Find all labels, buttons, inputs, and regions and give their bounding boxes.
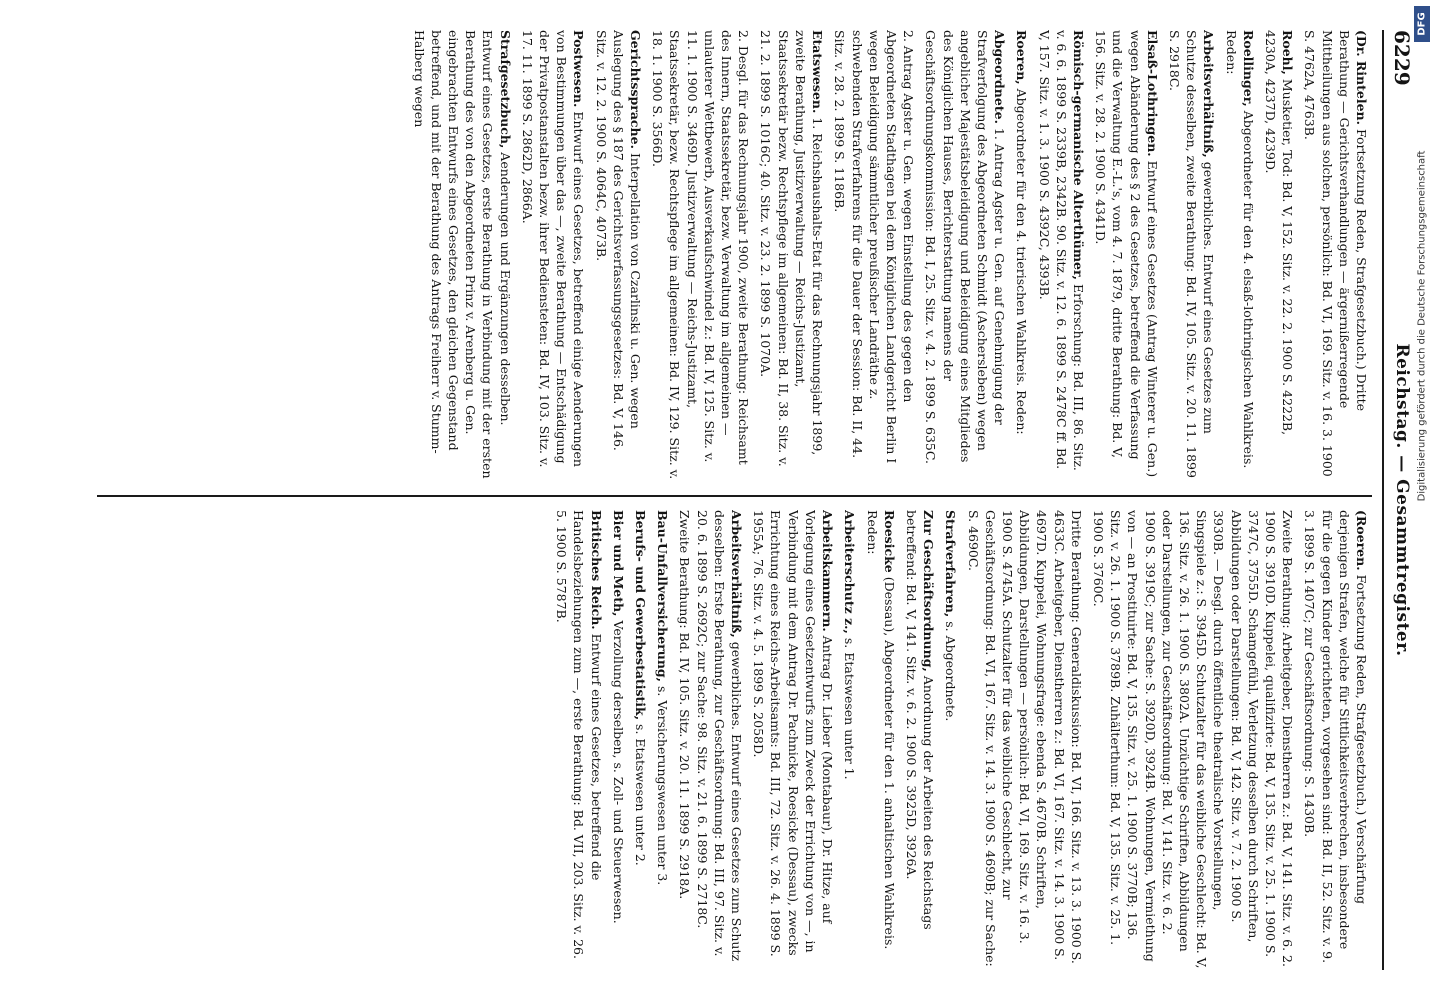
register-entry bbox=[942, 510, 959, 970]
register-entry bbox=[1092, 30, 1161, 480]
entry-heading: Elsaß-Lothringen. bbox=[1144, 30, 1160, 157]
entry-text: s. Abgeordnete. bbox=[943, 621, 959, 722]
entry-text: Interpellation von Czarlinski u. Gen. wegen Auslegung des § 187 des Gerichtsverfassungsgesetzes: Bd. V, 146. Sitz. v. 12. 2. 1900 S. 4064C, 4073B. bbox=[593, 30, 644, 451]
entry-text: Verzollung derselben, s. Zoll- und Steuerwesen. bbox=[610, 620, 626, 924]
entry-text: Entwurf eines Gesetzes, betreffend einige Aenderungen von Bestimmungen über das —, zweite Berathung — Entschädigung der Privatpostanstalten bezw. ihrer Bediensteten: Bd. IV, 103. Sitz. v. 17. 11. 1899 S. 2862D, 2866A. bbox=[519, 30, 587, 468]
entry-text: Fortsetzung Reden, Strafgesetzbuch.) Verschärfung derjenigen Strafen, welche für Sittlichkeitsverbrechen, insbesondere für die gegen Kinder gerichteten, vorgesehen sind: Bd. II, 52. Sitz. v. 9. 3. 1899 S. 1407C; zur Geschäftsordnung: S. 1430B. bbox=[1302, 510, 1369, 964]
register-entry bbox=[1301, 510, 1370, 970]
dfg-side-banner bbox=[1414, 6, 1430, 996]
entry-heading: Zur Geschäftsordnung, bbox=[921, 510, 937, 672]
entry-heading: Roesicke bbox=[881, 510, 897, 573]
register-entry bbox=[1262, 30, 1296, 480]
left-column bbox=[100, 30, 1370, 480]
entry-text: 1. Reichshaushalts-Etat für das Rechnungsjahr 1899, zweite Berathung, Justizverwaltung — Reichs-Justizamt, Staatssekretär bezw. Rechtspflege im allgemeinen: Bd. II, 38. Sitz. v. 21. 2. 1899 S. 1016C; 40. Sitz. v. 23. 2. 1899 S. 1070A. bbox=[758, 30, 826, 467]
entry-heading: Roeren, bbox=[1014, 30, 1030, 85]
digitization-note: Digitalisierung gefördert durch die Deutsche Forschungsgemeinschaft bbox=[1416, 150, 1428, 502]
entry-heading: Strafgesetzbuch, bbox=[497, 30, 513, 149]
entry-heading: Britisches Reich. bbox=[588, 510, 604, 630]
entry-text: Fortsetzung Reden, Strafgesetzbuch.) Dritte Berathung — Gerichtsverhandlungen — ärgernißerregende Mittheilungen aus solchen, persönlich: Bd. VI, 169. Sitz. v. 16. 3. 1900 S. 4762A, 4763B. bbox=[1302, 30, 1369, 477]
entry-heading: Gerichtssprache. bbox=[628, 30, 644, 149]
register-entry bbox=[632, 510, 649, 970]
entry-heading: Arbeitsverhältniß, bbox=[729, 510, 745, 638]
register-entry bbox=[1166, 30, 1218, 480]
register-entry bbox=[757, 30, 826, 480]
register-entry bbox=[553, 510, 605, 970]
entry-heading: Postwesen. bbox=[571, 30, 587, 108]
entry-text: Anordnung der Arbeiten des Reichstags betreffend: Bd. V, 141. Sitz. v. 6. 2. 1900 S. 3925D, 3926A. bbox=[903, 510, 937, 930]
register-entry bbox=[610, 510, 627, 970]
entry-heading: Berufs- und Gewerbestatistik, bbox=[633, 510, 649, 721]
entry-text: Erforschung: Bd. III, 86. Sitz. v. 6. 6. 1899 S. 2339B, 2342B. 90. Sitz. v. 12. 6. 1899 S. 2478C ff. Bd. V, 157. Sitz. v. 1. 3. 1900 S. 4392C, 4393B. bbox=[1036, 30, 1086, 471]
entry-text: Entwurf eines Gesetzes (Antrag Winterer u. Gen.) wegen Abänderung des § 2 des Gesetzes, betreffend die Verfassung und die Verwaltung E.-L.'s, vom 4. 7. 1879, dritte Berathung: Bd. V, 156. Sitz. v. 28. 2. 1900 S. 4341D. bbox=[1093, 30, 1160, 478]
entry-text: Abgeordneter für den 4. elsaß-lothringischen Wahlkreis. Reden: bbox=[1223, 30, 1256, 469]
entry-heading: Bau-Unfallversicherung, bbox=[655, 510, 671, 682]
register-entry bbox=[1013, 30, 1030, 480]
right-column bbox=[100, 510, 1370, 970]
entry-heading: Arbeitsverhältniß, bbox=[1201, 30, 1217, 158]
entry-text: Dritte Berathung: Generaldiskussion: Bd. VI, 166. Sitz. v. 13. 3. 1900 S. 4633C. Arbeitgeber, Dienstherren z.: Bd. VI, 167. Sitz. v. 14. 3. 1900 S. 4697D. Kuppelei, Wohnungsfrage: ebenda S. 4670B. Schriften, Abbildungen, Darstellungen — persönlich: Bd. VI, 169. Sitz. v. 16. 3. 1900 S. 4745A. Schutzalter für das weibliche Geschlecht, zur Geschäftsordnung: Bd. VI, 167. Sitz. v. 14. 3. 1900 S. 4690B; zur Sache: S. 4690C. bbox=[965, 510, 1084, 967]
register-entry bbox=[1301, 30, 1370, 480]
entry-heading: Abgeordnete. bbox=[992, 30, 1008, 124]
entry-heading: Arbeitskammern. bbox=[820, 510, 836, 632]
entry-text: (Dessau), Abgeordneter für den 1. anhaltischen Wahlkreis. Reden: bbox=[864, 510, 897, 950]
entry-heading: Roellinger, bbox=[1240, 30, 1256, 107]
entry-text: gewerbliches. Entwurf eines Gesetzes zum Schutz desselben: Erste Berathung, zur Geschäftsordnung: Bd. III, 97. Sitz. v. 20. 6. 1899 S. 2692C; zur Sache: 98. Sitz. v. 21. 6. 1899 S. 2718C. Zweite Berathung: Bd. IV, 105. Sitz. v. 20. 11. 1899 S. 2918A. bbox=[677, 510, 745, 962]
entry-text: Entwurf eines Gesetzes, betreffend die Handelsbeziehungen zum —, erste Berathung: Bd. VII, 203. Sitz. v. 26. 5. 1900 S. 5787B. bbox=[554, 510, 604, 959]
entry-text: Aenderungen und Ergänzungen desselben. Entwurf eines Gesetzes, erste Berathung in Verbindung mit der ersten Berathung des von den Abgeordneten Prinz v. Arenberg u. Gen. eingebrachten Entwurfs eines Gesetzes, den gleichen Gegenstand betreffend, und mit der Berathung des Antrags Freiherr v. Stumm-Halberg wegen bbox=[411, 30, 513, 479]
register-entry bbox=[831, 30, 917, 480]
entry-heading: (Dr. Rintelen. bbox=[1354, 30, 1369, 125]
register-entry bbox=[649, 30, 752, 480]
entry-text: s. Versicherungswesen unter 3. bbox=[655, 685, 671, 886]
register-entry bbox=[676, 510, 745, 970]
register-entry bbox=[654, 510, 671, 970]
register-entry bbox=[863, 510, 897, 970]
dfg-logo-icon: DFG bbox=[1414, 6, 1430, 42]
entry-text: 2. Desgl. für das Rechnungsjahr 1900, zweite Berathung: Reichsamt des Innern, Staatssekretär, bezw. Verwaltung im allgemeinen — unlauterer Wettbewerb, Ausverkaufschwindel z.: Bd. IV, 125. Sitz. v. 11. 1. 1900 S. 3469D. Justizverwaltung — Reichs-Justizamt, Staatssekretär, bezw. Rechtspflege im allgemeinen: Bd. IV, 129. Sitz. v. 18. 1. 1900 S. 3566D. bbox=[650, 30, 752, 480]
register-entry bbox=[841, 510, 858, 970]
entry-text: Musketier, Tod: Bd. V, 152. Sitz. v. 22. 2. 1900 S. 4222B, 4230A, 4237D, 4239D. bbox=[1262, 30, 1296, 436]
entry-text: 2. Antrag Agster u. Gen. wegen Einstellung des gegen den Abgeordneten Stadthagen bei dem Königlichen Landgericht Berlin I wegen Beleidigung sämmtlicher preußischer Landräthe z. schwebenden Strafverfahrens für die Dauer der Session: Bd. II, 44. Sitz. v. 28. 2. 1899 S. 1186B. bbox=[832, 30, 917, 464]
entry-heading: Strafverfahren, bbox=[943, 510, 959, 618]
register-entry bbox=[964, 510, 1084, 970]
register-page bbox=[80, 0, 1430, 1000]
register-entry bbox=[1090, 510, 1296, 970]
column-divider bbox=[97, 495, 1372, 497]
entry-heading: (Roeren. bbox=[1354, 510, 1369, 571]
entry-text: Abgeordneter für den 4. trierischen Wahlkreis. Reden: bbox=[1014, 88, 1030, 435]
entry-text: 1. Antrag Agster u. Gen. auf Genehmigung der Strafverfolgung des Abgeordneten Schmidt (Aschersleben) wegen angeblicher Majestätsbeleidigung und Beleidigung eines Mitgliedes des Königlichen Hauses, Berichterstattung namens der Geschäftsordnungskommission: Bd. I, 25. Sitz. v. 4. 2. 1899 S. 635C. bbox=[923, 30, 1008, 464]
entry-text: s. Etatswesen unter 2. bbox=[633, 724, 649, 866]
page-title: Reichstag. — Gesammtregister. bbox=[1392, 343, 1412, 657]
entry-text: Zweite Berathung: Arbeitgeber, Dienstherren z.: Bd. V, 141. Sitz. v. 6. 2. 1900 S. 3910D. Kuppelei, qualifizirte: Bd. V, 135. Sitz. v. 25. 1. 1900 S. 3747C, 3755D. Schamgefühl, Verletzung desselben durch Schriften, Abbildungen oder Darstellungen: Bd. V, 142. Sitz. v. 7. 2. 1900 S. 3930B. — Desgl. durch öffentliche theatralische Vorstellungen, Singspiele z.: S. 3945D. Schutzalter für das weibliche Geschlecht: Bd. V, 136. Sitz. v. 26. 1. 1900 S. 3802A. Unzüchtige Schriften, Abbildungen oder Darstellungen, zur Geschäftsordnung: Bd. V, 141. Sitz. v. 6. 2. 1900 S. 3919C; zur Sache: S. 3920D, 3924B. Wohnungen, Vermiethung von — an Prostituirte: Bd. V, 135. Sitz. v. 25. 1. 1900 S. 3770B; 136. Sitz. v. 26. 1. 1900 S. 3789B. Zuhälterthum: Bd. V, 135. Sitz. v. 25. 1. 1900 S. 3760C. bbox=[1090, 510, 1296, 969]
entry-heading: Römisch-germanische Alterthümer, bbox=[1070, 30, 1086, 281]
register-entry bbox=[519, 30, 588, 480]
entry-heading: Bier und Meth, bbox=[610, 510, 626, 617]
register-entry bbox=[592, 30, 644, 480]
entry-heading: Arbeiterschutz z., bbox=[842, 510, 858, 634]
register-entry bbox=[903, 510, 937, 970]
register-entry bbox=[410, 30, 513, 480]
entry-heading: Etatswesen. bbox=[810, 30, 826, 114]
register-entry bbox=[1222, 30, 1256, 480]
entry-text: s. Etatswesen unter 1. bbox=[842, 637, 858, 780]
entry-text: gewerbliches. Entwurf eines Gesetzes zum Schutze desselben, zweite Berathung: Bd. IV, 105. Sitz. v. 20. 11. 1899 S. 2918C. bbox=[1166, 30, 1217, 478]
register-entry bbox=[922, 30, 1008, 480]
register-entry bbox=[750, 510, 836, 970]
page-number: 6229 bbox=[1390, 30, 1414, 86]
register-entry bbox=[1035, 30, 1087, 480]
entry-heading: Roehl, bbox=[1280, 30, 1296, 75]
entry-text: Antrag Dr. Lieber (Montabaur), Dr. Hitze, auf Vorlegung eines Gesetzentwurfs zum Zweck der Errichtung von —, in Verbindung mit dem Antrag Dr. Pachnicke, Roesicke (Dessau), zwecks Errichtung eines Reichs-Arbeitsamts: Bd. III, 72. Sitz. v. 26. 4. 1899 S. 1955A; 76. Sitz. v. 4. 5. 1899 S. 2058D. bbox=[751, 510, 836, 957]
